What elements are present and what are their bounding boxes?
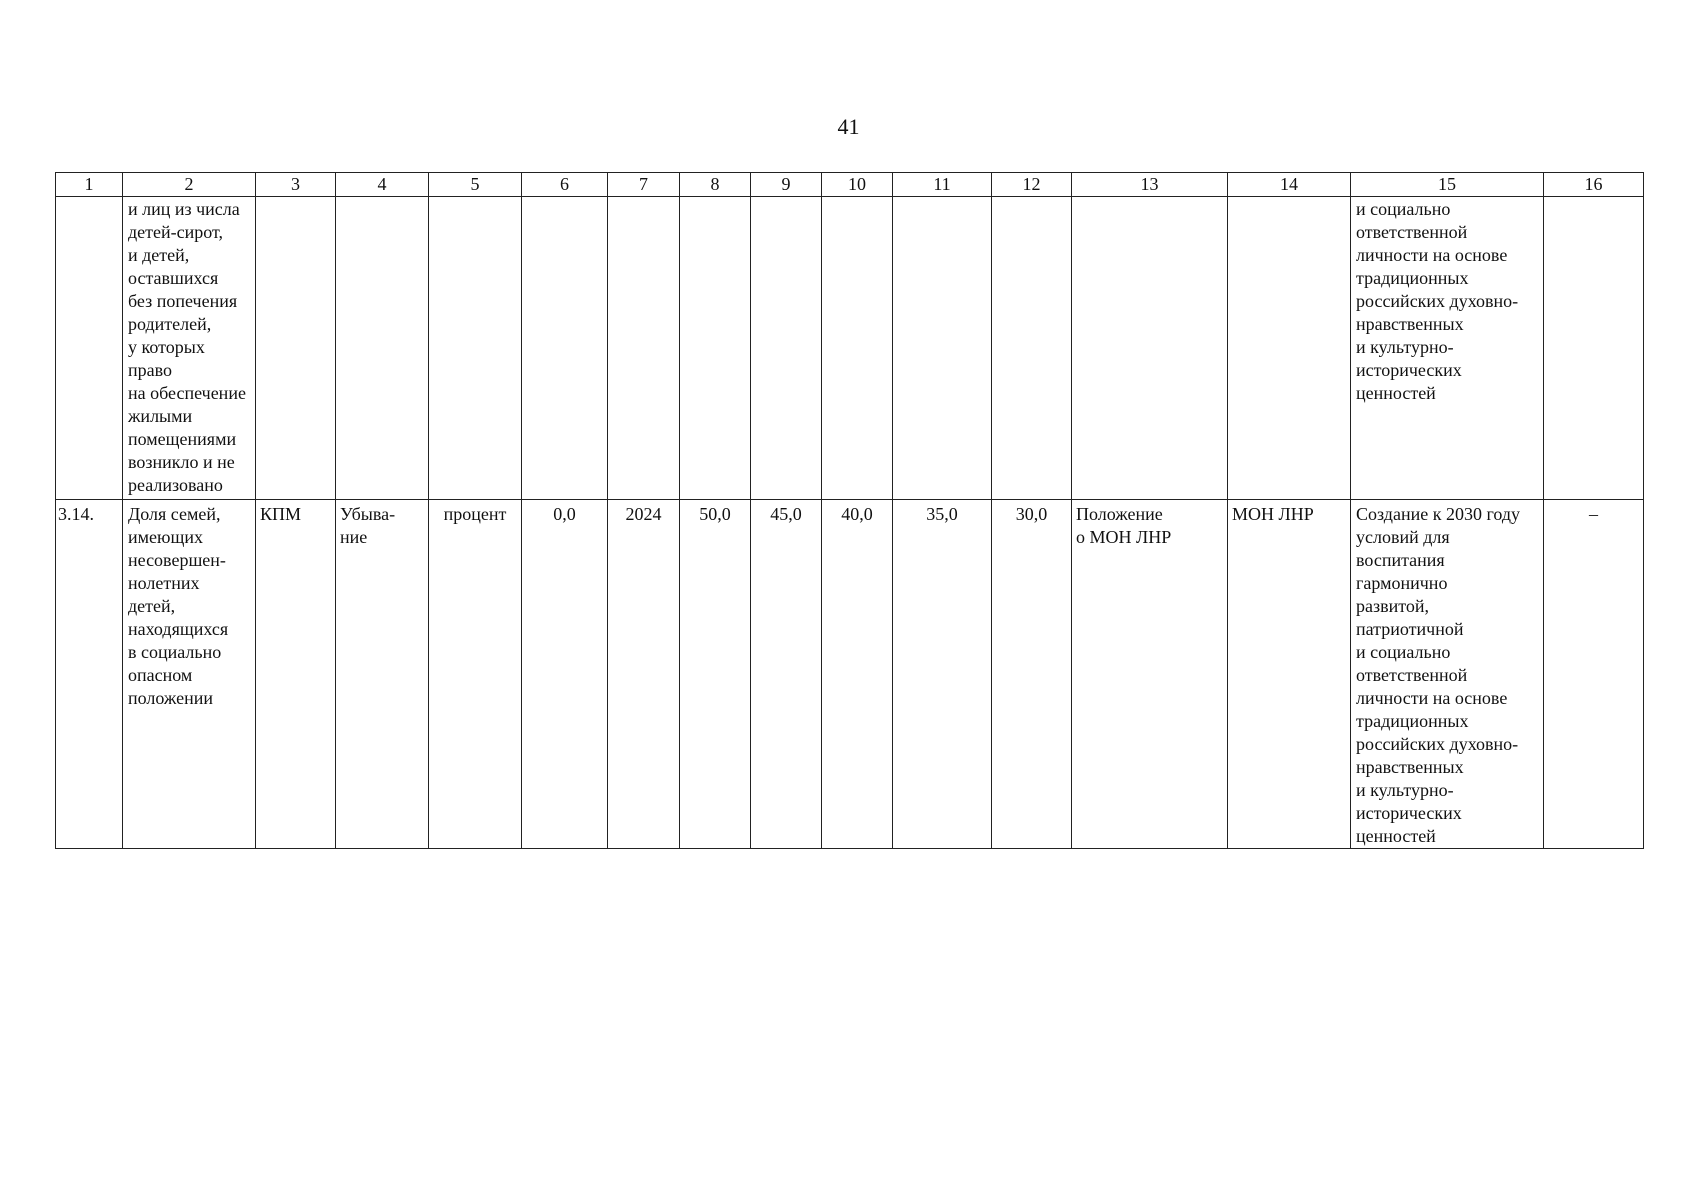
indicator-type-cell: КПМ: [256, 500, 336, 849]
unit-cell: процент: [429, 500, 522, 849]
table-cell: [608, 197, 680, 500]
column-header: 13: [1072, 173, 1228, 197]
value-cell: 50,0: [680, 500, 751, 849]
column-header: 2: [123, 173, 256, 197]
table-cell: [1544, 197, 1644, 500]
table-cell: [256, 197, 336, 500]
column-header: 6: [522, 173, 608, 197]
column-header: 8: [680, 173, 751, 197]
table-header-row: [56, 173, 1644, 197]
indicator-name-cell: и лиц из числа детей-сирот, и детей, оставшихся без попечения родителей, у которых право на обеспечение жилыми помещениями возникло и не реализовано: [123, 197, 256, 500]
column-header: 10: [822, 173, 893, 197]
table-cell: [893, 197, 992, 500]
column-header: 14: [1228, 173, 1351, 197]
responsible-cell: МОН ЛНР: [1228, 500, 1351, 849]
base-value-cell: 0,0: [522, 500, 608, 849]
column-header: 16: [1544, 173, 1644, 197]
table-cell: [992, 197, 1072, 500]
value-cell: 30,0: [992, 500, 1072, 849]
goal-cell: Создание к 2030 году условий для воспитания гармонично развитой, патриотичной и социально ответственной личности на основе традиционных российских духовно- нравственных и культурно- исторических ценностей: [1351, 500, 1544, 849]
column-header: 5: [429, 173, 522, 197]
table-cell: [680, 197, 751, 500]
column-header: 7: [608, 173, 680, 197]
document-cell: Положение о МОН ЛНР: [1072, 500, 1228, 849]
table-row-continuation: [56, 197, 1644, 500]
column-header: 15: [1351, 173, 1544, 197]
column-header: 4: [336, 173, 429, 197]
column-header: 1: [56, 173, 123, 197]
table-cell: [1228, 197, 1351, 500]
table-cell: [56, 197, 123, 500]
value-cell: 40,0: [822, 500, 893, 849]
column-header: 9: [751, 173, 822, 197]
value-cell: 45,0: [751, 500, 822, 849]
trend-cell: Убыва- ние: [336, 500, 429, 849]
goal-cell: и социально ответственной личности на основе традиционных российских духовно- нравственных и культурно- исторических ценностей: [1351, 197, 1544, 500]
value-cell: 35,0: [893, 500, 992, 849]
table-cell: [522, 197, 608, 500]
column-header: 3: [256, 173, 336, 197]
table-cell: [429, 197, 522, 500]
column-header: 12: [992, 173, 1072, 197]
info-system-cell: –: [1544, 500, 1644, 849]
column-header: 11: [893, 173, 992, 197]
page-number: 41: [837, 114, 860, 139]
table-cell: [336, 197, 429, 500]
row-number-cell: 3.14.: [56, 500, 123, 849]
table-cell: [1072, 197, 1228, 500]
table-cell: [751, 197, 822, 500]
table-row: [56, 500, 1644, 849]
indicator-name-cell: Доля семей, имеющих несовершен- нолетних детей, находящихся в социально опасном положении: [123, 500, 256, 849]
base-year-cell: 2024: [608, 500, 680, 849]
table-cell: [822, 197, 893, 500]
indicator-table: [55, 172, 1644, 849]
